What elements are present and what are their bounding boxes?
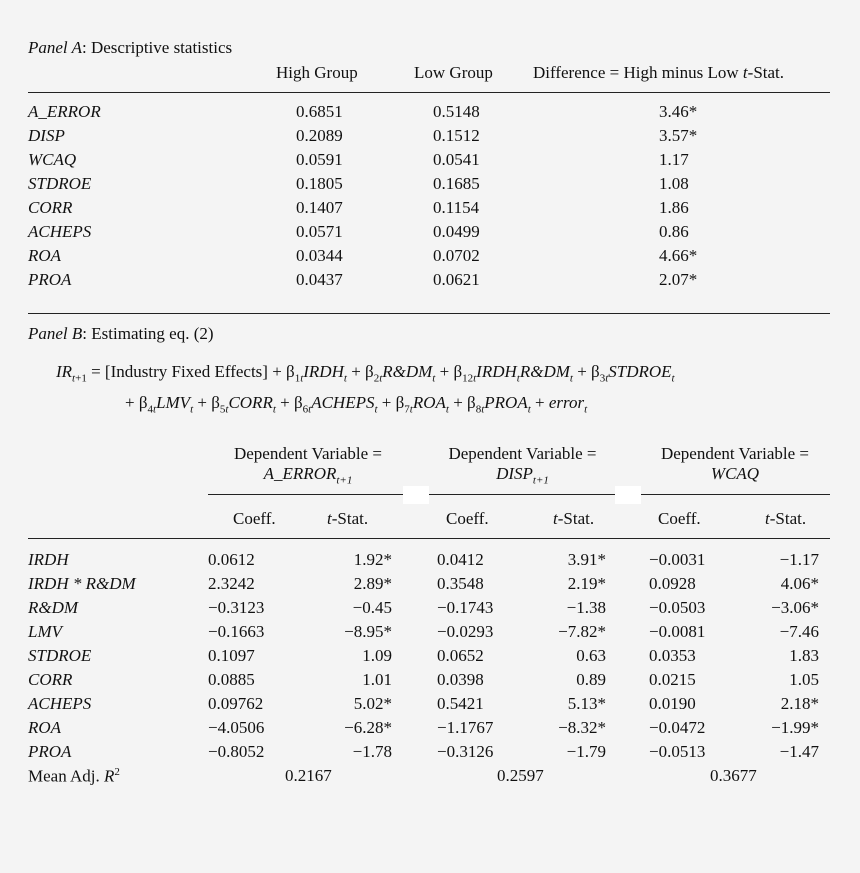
tstat-value: −3.06* xyxy=(771,598,819,617)
panel-a-high-value: 0.1407 xyxy=(296,198,343,217)
mean-adj-r2-value-1: 0.2167 xyxy=(285,766,332,785)
dep-var-rule-2 xyxy=(429,494,617,495)
tstat-value: 0.89 xyxy=(576,670,606,689)
coeff-value: 0.0652 xyxy=(437,646,484,665)
panel-a-row-label: ROA xyxy=(28,246,62,265)
panel-a-high-value: 0.1805 xyxy=(296,174,343,193)
dep-var-rule-1 xyxy=(208,494,406,495)
tstat-value: −0.45 xyxy=(352,598,392,617)
tstat-value: 1.83 xyxy=(789,646,819,665)
panel-a-high-value: 0.2089 xyxy=(296,126,343,145)
panel-a-bottom-rule xyxy=(28,313,830,314)
tstat-value: −1.78 xyxy=(352,742,392,761)
tstat-header-rest: -Stat. xyxy=(769,509,807,528)
panel-a-diff-value: 1.08 xyxy=(659,174,689,193)
dep-var-rule-3 xyxy=(641,494,830,495)
panel-b-row-label: IRDH xyxy=(28,550,69,569)
coeff-value: 0.0885 xyxy=(208,670,255,689)
panel-b-row-label: R&DM xyxy=(28,598,79,617)
panel-a-row-label: A_ERROR xyxy=(28,102,101,121)
panel-a-high-value: 0.6851 xyxy=(296,102,343,121)
panel-b-row-label: ACHEPS xyxy=(28,694,92,713)
tstat-value: −8.95* xyxy=(344,622,392,641)
coeff-value: −0.0293 xyxy=(437,622,494,641)
coeff-value: −0.0031 xyxy=(649,550,706,569)
panel-a-high-value: 0.0571 xyxy=(296,222,343,241)
panel-a-diff-value: 3.46* xyxy=(659,102,698,121)
panel-a-low-value: 0.1154 xyxy=(433,198,480,217)
tstat-value: 5.13* xyxy=(567,694,606,713)
panel-a-header-low: Low Group xyxy=(414,63,493,82)
mask-box-1 xyxy=(403,486,429,504)
panel-b-header-rule xyxy=(28,538,830,539)
tstat-header xyxy=(327,509,368,529)
tstat-value: 1.05 xyxy=(789,670,819,689)
panel-b-row-label: CORR xyxy=(28,670,73,689)
tstat-value: 1.92* xyxy=(353,550,392,569)
panel-a-diff-value: 1.17 xyxy=(659,150,689,169)
tstat-value: −7.82* xyxy=(558,622,606,641)
panel-a-low-value: 0.0702 xyxy=(433,246,480,265)
panel-a-header-diff: Difference = High minus Low t-Stat. xyxy=(533,63,785,82)
coeff-value: 2.3242 xyxy=(208,574,255,593)
coeff-value: 0.0612 xyxy=(208,550,255,569)
coeff-value: −1.1767 xyxy=(437,718,494,737)
panel-a-row-label: DISP xyxy=(28,126,65,145)
mean-adj-r2-value-3: 0.3677 xyxy=(710,766,757,785)
dep-var-header-3: Dependent Variable = WCAQ xyxy=(660,444,810,483)
tstat-value: −7.46 xyxy=(779,622,819,641)
coeff-value: −0.0081 xyxy=(649,622,706,641)
mean-adj-r2-value-2: 0.2597 xyxy=(497,766,544,785)
panel-a-row-label: WCAQ xyxy=(28,150,77,169)
dep-var-header-1: Dependent Variable = $A\_ERROR_{t+1}$ xyxy=(233,444,383,487)
tstat-value: −8.32* xyxy=(558,718,606,737)
tstat-value: 2.19* xyxy=(567,574,606,593)
panel-a-header-high: High Group xyxy=(276,63,358,82)
panel-a-diff-value: 2.07* xyxy=(659,270,698,289)
tstat-value: 1.01 xyxy=(362,670,392,689)
tstat-value: 2.18* xyxy=(780,694,819,713)
coeff-value: 0.0215 xyxy=(649,670,696,689)
panel-b-title: Panel B: Estimating eq. (2) xyxy=(28,324,214,343)
coeff-header: Coeff. xyxy=(658,509,701,528)
tstat-header-t: t xyxy=(327,509,332,528)
tstat-header-t: t xyxy=(765,509,770,528)
coeff-value: −0.8052 xyxy=(208,742,265,761)
coeff-value: 0.5421 xyxy=(437,694,484,713)
tstat-value: 1.09 xyxy=(362,646,392,665)
panel-a-diff-value: 3.57* xyxy=(659,126,698,145)
tstat-header-t: t xyxy=(553,509,558,528)
panel-a-diff-value: 4.66* xyxy=(659,246,698,265)
coeff-value: 0.3548 xyxy=(437,574,484,593)
coeff-value: 0.0190 xyxy=(649,694,696,713)
panel-a-row-label: ACHEPS xyxy=(28,222,92,241)
coeff-header: Coeff. xyxy=(233,509,276,528)
coeff-value: 0.09762 xyxy=(208,694,264,713)
panel-a-low-value: 0.0541 xyxy=(433,150,480,169)
panel-a-high-value: 0.0344 xyxy=(296,246,343,265)
panel-a-row-label: CORR xyxy=(28,198,73,217)
panel-a-high-value: 0.0591 xyxy=(296,150,343,169)
panel-a-header-rule xyxy=(28,92,830,93)
coeff-value: −4.0506 xyxy=(208,718,265,737)
panel-a-title: Panel A: Descriptive statistics xyxy=(28,38,233,57)
panel-a-low-value: 0.1685 xyxy=(433,174,480,193)
mean-adj-r2-label: Mean Adj. $R^2$ xyxy=(28,766,120,786)
tstat-value: −1.38 xyxy=(566,598,606,617)
coeff-value: 0.0398 xyxy=(437,670,484,689)
tstat-value: 0.63 xyxy=(576,646,606,665)
coeff-value: −0.0513 xyxy=(649,742,706,761)
tstat-header-rest: -Stat. xyxy=(557,509,595,528)
coeff-value: −0.1743 xyxy=(437,598,494,617)
coeff-value: −0.3123 xyxy=(208,598,265,617)
panel-a-row-label: STDROE xyxy=(28,174,92,193)
tstat-value: 3.91* xyxy=(567,550,606,569)
coeff-value: 0.0353 xyxy=(649,646,696,665)
tstat-value: −6.28* xyxy=(344,718,392,737)
panel-a-low-value: 0.1512 xyxy=(433,126,480,145)
coeff-value: −0.1663 xyxy=(208,622,265,641)
panel-a-high-value: 0.0437 xyxy=(296,270,343,289)
panel-a-diff-value: 1.86 xyxy=(659,198,689,217)
tstat-header xyxy=(765,509,806,529)
tstat-value: −1.79 xyxy=(566,742,606,761)
equation-line-2: + $\beta_{4t}LMV_t$ + $\beta_{5t}CORR_t$ + $\beta_{6t}ACHEPS_t + \beta_{7t}ROA_t$ + $\beta_{8t}PROA_t$ + error$_t$ xyxy=(125,393,588,416)
mask-box-2 xyxy=(615,486,641,504)
panel-b-row-label: LMV xyxy=(28,622,62,641)
tstat-value: −1.17 xyxy=(779,550,819,569)
panel-b-row-label: ROA xyxy=(28,718,62,737)
tstat-value: 4.06* xyxy=(780,574,819,593)
coeff-value: −0.3126 xyxy=(437,742,494,761)
tstat-header-rest: -Stat. xyxy=(331,509,369,528)
coeff-header: Coeff. xyxy=(446,509,489,528)
coeff-value: 0.0928 xyxy=(649,574,696,593)
coeff-value: 0.1097 xyxy=(208,646,255,665)
panel-a-low-value: 0.5148 xyxy=(433,102,480,121)
tstat-value: −1.47 xyxy=(779,742,819,761)
panel-a-low-value: 0.0621 xyxy=(433,270,480,289)
panel-b-row-label: IRDH * R&DM xyxy=(28,574,136,593)
panel-a-row-label: PROA xyxy=(28,270,72,289)
tstat-value: −1.99* xyxy=(771,718,819,737)
tstat-value: 2.89* xyxy=(353,574,392,593)
coeff-value: −0.0503 xyxy=(649,598,706,617)
panel-b-row-label: STDROE xyxy=(28,646,92,665)
panel-b-row-label: PROA xyxy=(28,742,72,761)
tstat-header xyxy=(553,509,594,529)
panel-a-low-value: 0.0499 xyxy=(433,222,480,241)
equation-line-1: $IR_{t+1}$ = [Industry Fixed Effects] + $\beta_{1t}IRDH_t$ + $\beta_{2t}R\&DM_t$ + $\beta_{12t}IRDH_tR\&DM_t$ + $\beta_{3t}STDROE_t$ xyxy=(56,362,675,385)
dep-var-header-2: Dependent Variable = $DISP_{t+1}$ xyxy=(448,444,597,487)
coeff-value: −0.0472 xyxy=(649,718,706,737)
coeff-value: 0.0412 xyxy=(437,550,484,569)
panel-a-diff-value: 0.86 xyxy=(659,222,689,241)
tstat-value: 5.02* xyxy=(353,694,392,713)
